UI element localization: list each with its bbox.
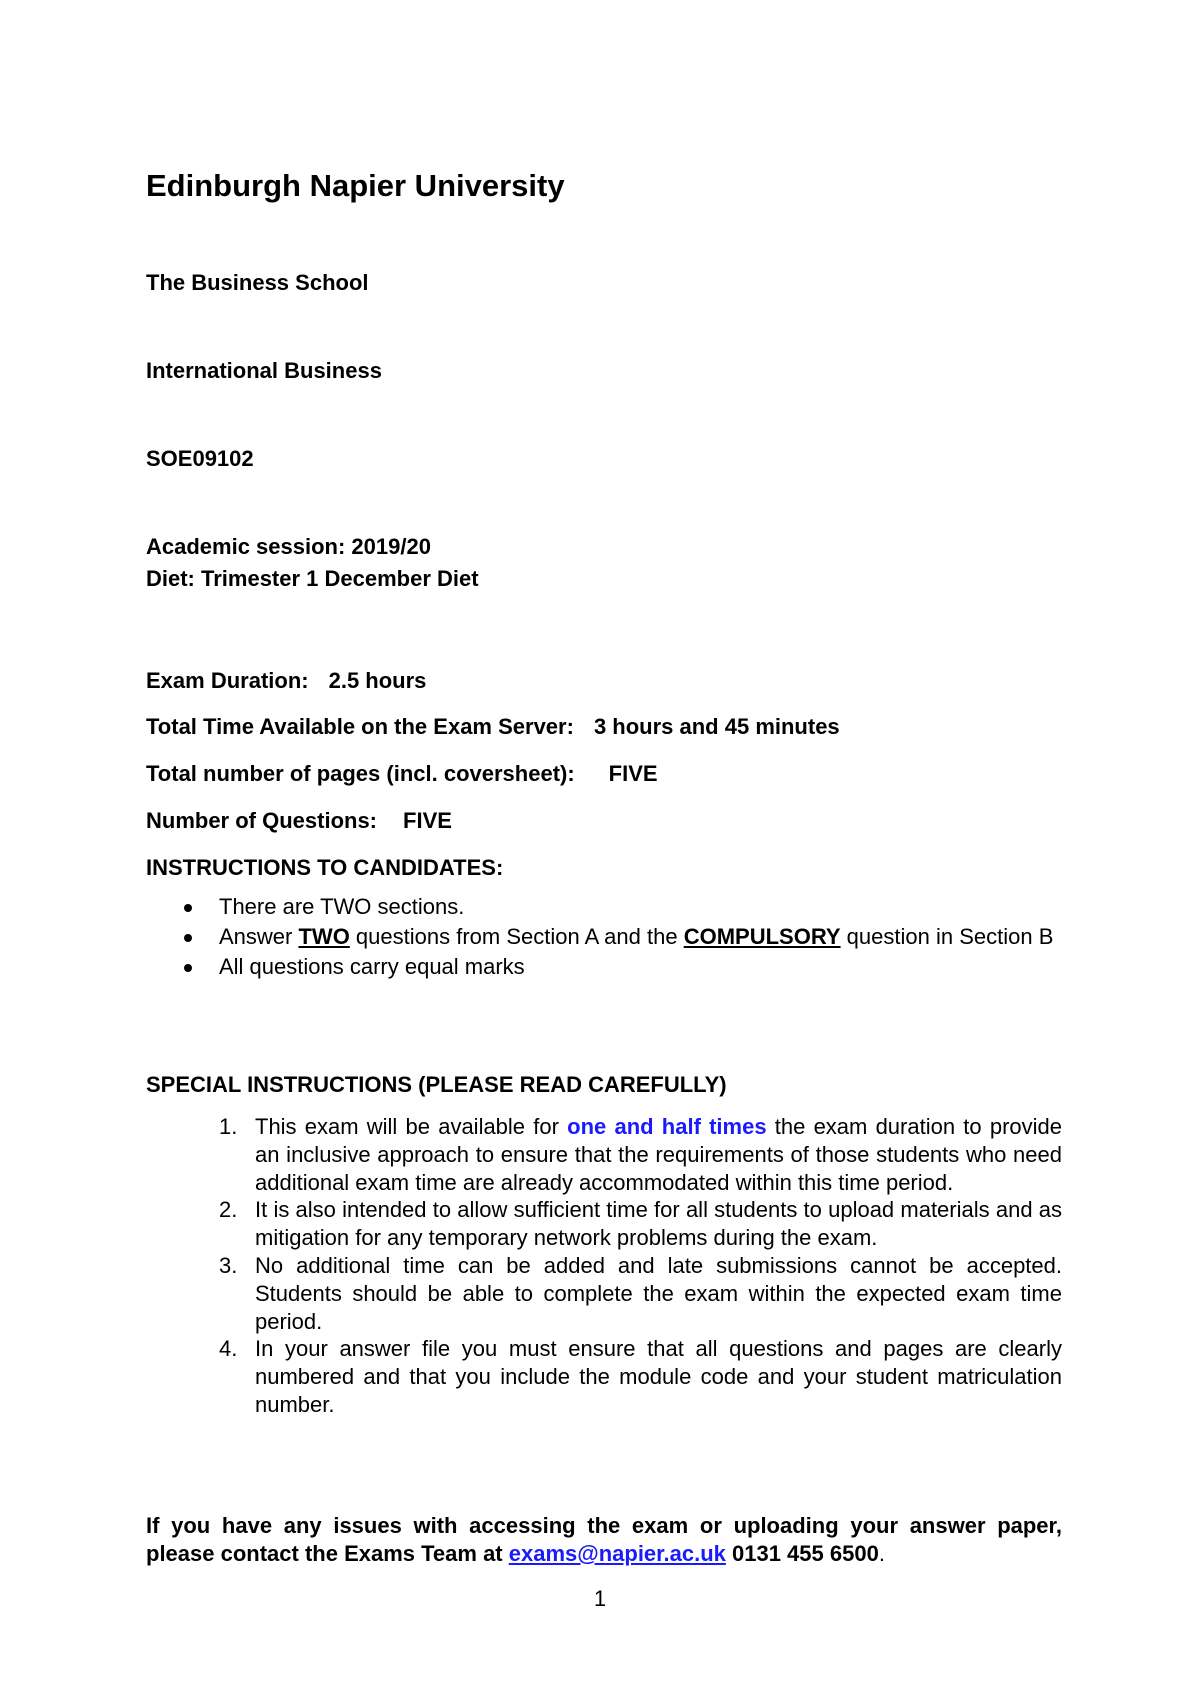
instruction-text: There are TWO sections. [219, 894, 465, 919]
emphasis-compulsory: COMPULSORY [683, 924, 841, 949]
emphasis-two: TWO [298, 924, 350, 949]
question-count-label: Number of Questions: [146, 808, 378, 833]
server-time-value: 3 hours and 45 minutes [593, 714, 840, 739]
page-number: 1 [593, 1586, 607, 1611]
exam-duration [146, 668, 426, 694]
item-number: 2. [219, 1197, 238, 1223]
item-number: 3. [219, 1252, 238, 1278]
instruction-text-a: Answer [219, 924, 299, 949]
list-item [146, 1335, 1062, 1418]
special-text: No additional time can be added and late submissions cannot be accepted. Students should be able to complete the exam within the expected exam time period. [255, 1252, 1062, 1334]
contact-phone: 0131 455 6500 [725, 1541, 879, 1566]
list-item [146, 1196, 1062, 1252]
special-text: It is also intended to allow sufficient time for all students to upload materials and as mitigation for any temporary network problems during the exam. [255, 1197, 1062, 1251]
module-name: International Business [146, 358, 382, 383]
instructions-list [146, 893, 1062, 981]
list-item [146, 1113, 1062, 1196]
instructions-heading: INSTRUCTIONS TO CANDIDATES: [146, 855, 504, 880]
list-item [146, 1252, 1062, 1335]
exams-email-link[interactable]: exams@napier.ac.uk [508, 1541, 726, 1566]
exam-duration-label: Exam Duration: [146, 668, 309, 693]
special-text-b: the exam duration to provide an inclusive approach to ensure that the requirements of those students who need additional exam time are already accommodated within this time period. [255, 1114, 1062, 1195]
page-count-label: Total number of pages (incl. coversheet): [146, 761, 575, 786]
module-code: SOE09102 [146, 446, 254, 471]
list-item [146, 923, 1062, 951]
bullet-icon [184, 904, 192, 912]
item-number: 1. [219, 1114, 238, 1139]
bullet-icon [184, 964, 192, 972]
academic-session: Academic session: 2019/20 [146, 534, 431, 559]
list-item [146, 953, 1062, 981]
question-count [146, 808, 452, 834]
server-time-label: Total Time Available on the Exam Server: [146, 714, 574, 739]
page-count [146, 761, 658, 787]
exam-duration-value: 2.5 hours [328, 668, 427, 693]
question-count-value: FIVE [403, 808, 452, 833]
bullet-icon [184, 934, 192, 942]
special-instructions-list [146, 1113, 1062, 1419]
special-text-a: This exam will be available for [255, 1114, 568, 1139]
school-name: The Business School [146, 270, 369, 295]
special-text: In your answer file you must ensure that all questions and pages are clearly numbered and that you include the module code and your student matriculation number. [255, 1336, 1062, 1417]
instruction-text-b: questions from Section A and the [349, 924, 684, 949]
item-number: 4. [219, 1336, 238, 1362]
contact-text: If you have any issues with accessing the exam or uploading your answer paper, please contact the Exams Team at [146, 1513, 1062, 1566]
contact-end: . [878, 1541, 885, 1566]
highlight-text: one and half times [567, 1114, 767, 1139]
university-title: Edinburgh Napier University [146, 168, 565, 203]
page-count-value: FIVE [608, 761, 658, 786]
instruction-text: All questions carry equal marks [219, 954, 525, 979]
instruction-text-c: question in Section B [840, 924, 1054, 949]
list-item [146, 893, 1062, 921]
special-instructions-heading: SPECIAL INSTRUCTIONS (PLEASE READ CAREFULLY) [146, 1072, 727, 1097]
server-time [146, 714, 840, 740]
contact-paragraph [146, 1512, 1062, 1568]
exam-diet: Diet: Trimester 1 December Diet [146, 566, 479, 591]
